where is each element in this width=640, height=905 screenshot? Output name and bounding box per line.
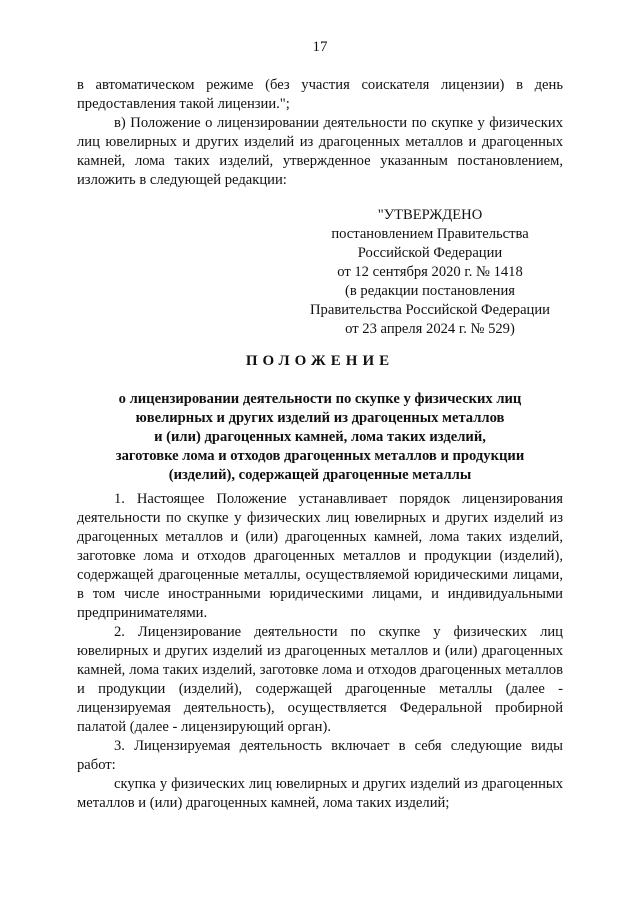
approval-line: Российской Федерации [357, 245, 503, 261]
intro-paragraph-1: в автоматическом режиме (без участия соискателя лицензии) в день предоставления такой лицензии."; [77, 77, 563, 112]
subtitle-line: и (или) драгоценных камней, лома таких изделий, [154, 429, 486, 445]
intro-text [77, 76, 563, 190]
approval-line: от 12 сентября 2020 г. № 1418 [337, 264, 523, 280]
paragraph-2: 2. Лицензирование деятельности по скупке у физических лиц ювелирных и других изделий из драгоценных металлов и (или) драгоценных камней, лома таких изделий, заготовке лома и отходов драгоценных металлов и продукции (изделий), содержащей драгоценные металлы (далее - лицензируемая деятельность), осуществляется Федеральной пробирной палатой (далее - лицензирующий орган). [77, 624, 563, 735]
main-body [77, 490, 563, 813]
subtitle-line: о лицензировании деятельности по скупке у физических лиц [118, 391, 522, 407]
paragraph-4: скупка у физических лиц ювелирных и других изделий из драгоценных металлов и (или) драгоценных камней, лома таких изделий; [77, 776, 563, 811]
approval-line: Правительства Российской Федерации [310, 302, 550, 318]
page-number: 17 [312, 39, 328, 55]
subtitle-line: ювелирных и других изделий из драгоценных металлов [135, 410, 505, 426]
approval-line: (в редакции постановления [345, 283, 515, 299]
document-subtitle [77, 390, 563, 485]
approval-line: от 23 апреля 2024 г. № 529) [345, 321, 515, 337]
subtitle-line: (изделий), содержащей драгоценные металлы [168, 467, 472, 483]
approval-line: "УТВЕРЖДЕНО [377, 207, 483, 223]
intro-paragraph-2: в) Положение о лицензировании деятельности по скупке у физических лиц ювелирных и других изделий из драгоценных металлов и драгоценных камней, лома таких изделий, утвержденное указанным постановлением, изложить в следующей редакции: [77, 115, 563, 188]
document-title: ПОЛОЖЕНИЕ [245, 353, 395, 369]
approval-block [300, 206, 560, 339]
paragraph-1: 1. Настоящее Положение устанавливает порядок лицензирования деятельности по скупке у физических лиц ювелирных и других изделий из драгоценных металлов и (или) драгоценных камней, лома таких изделий, заготовке лома и отходов драгоценных металлов и продукции (изделий), содержащей драгоценные металлы, осуществляемой юридическими лицами, в том числе иностранными юридическими лицами, и индивидуальными предпринимателями. [77, 491, 563, 621]
subtitle-line: заготовке лома и отходов драгоценных металлов и продукции [115, 448, 525, 464]
approval-line: постановлением Правительства [331, 226, 529, 242]
paragraph-3: 3. Лицензируемая деятельность включает в себя следующие виды работ: [77, 738, 563, 773]
